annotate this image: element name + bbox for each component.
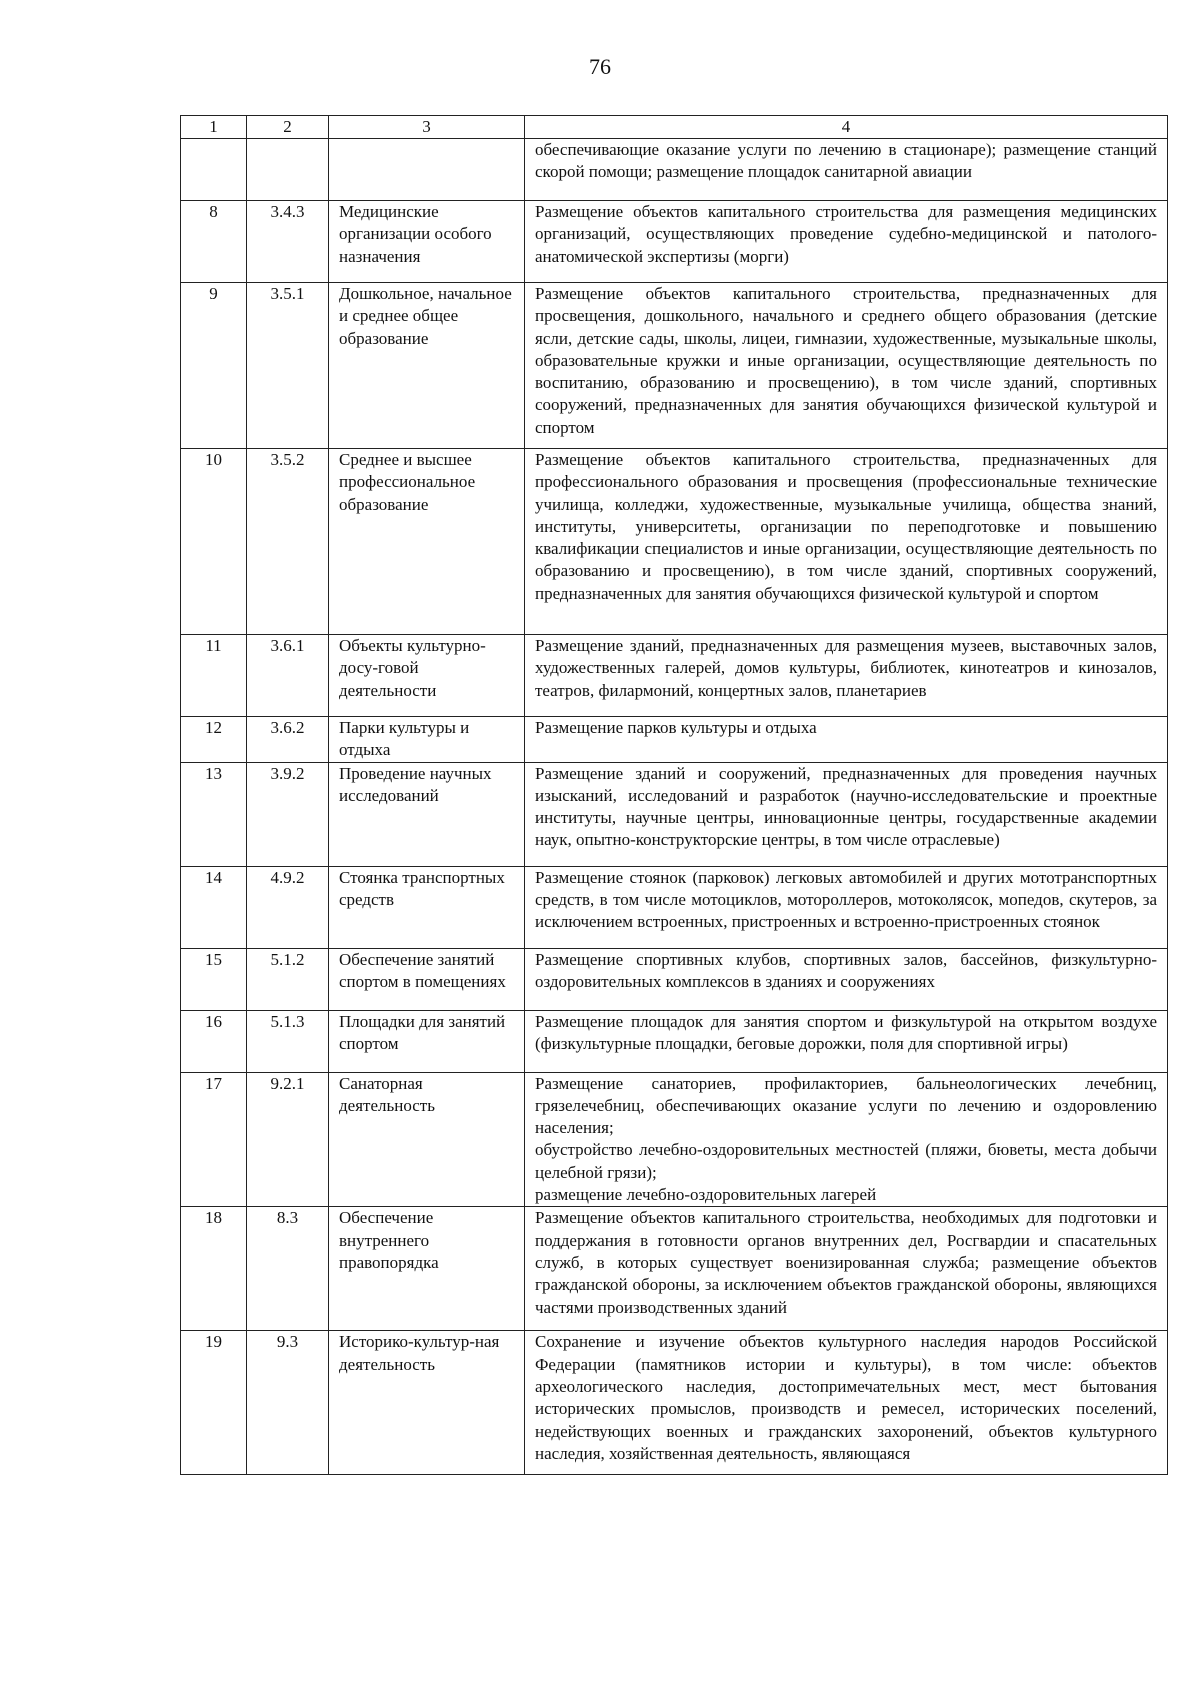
table-row <box>181 201 1168 283</box>
description-paragraph: Размещение объектов капитального строительства для размещения медицинских организаций, осуществляющих проведение судебно-медицинской и патолого-анатомической экспертизы (морги) <box>535 202 1157 266</box>
row-name-cell <box>329 139 525 201</box>
row-code-cell: 5.1.2 <box>247 948 329 1010</box>
row-code-cell <box>247 139 329 201</box>
page-number: 76 <box>589 54 611 79</box>
row-code-cell: 3.5.2 <box>247 449 329 635</box>
row-description-cell <box>525 1072 1168 1207</box>
row-name-cell: Объекты культурно-досу-говой деятельности <box>329 635 525 717</box>
description-paragraph: Размещение объектов капитального строительства, необходимых для подготовки и поддержания в готовности органов внутренних дел, Росгвардии и спасательных служб, в которых существует военизированная служба; размещение объектов гражданской обороны, за исключением объектов гражданской обороны, являющихся частями производственных зданий <box>535 1208 1157 1317</box>
row-number-cell <box>181 139 247 201</box>
description-paragraph: Размещение объектов капитального строительства, предназначенных для просвещения, дошкольного, начального и среднего общего образования (детские ясли, детские сады, школы, лицеи, гимназии, художественные, музыкальные школы, образовательные кружки и иные организации, осуществляющие деятельность по воспитанию, образованию и просвещению), в том числе зданий, спортивных сооружений, предназначенных для занятия обучающихся физической культурой и спортом <box>535 284 1157 437</box>
table-row <box>181 762 1168 866</box>
description-paragraph: размещение лечебно-оздоровительных лагерей <box>535 1185 877 1205</box>
row-name-cell: Медицинские организации особого назначения <box>329 201 525 283</box>
table-row <box>181 139 1168 201</box>
row-number-cell: 12 <box>181 717 247 763</box>
table-row <box>181 449 1168 635</box>
row-description-cell <box>525 449 1168 635</box>
row-code-cell: 8.3 <box>247 1207 329 1331</box>
table-row <box>181 635 1168 717</box>
row-number-cell: 17 <box>181 1072 247 1207</box>
row-name-cell: Обеспечение занятий спортом в помещениях <box>329 948 525 1010</box>
table-row <box>181 1207 1168 1331</box>
row-description-cell <box>525 201 1168 283</box>
row-name-cell: Стоянка транспортных средств <box>329 866 525 948</box>
row-name-cell: Среднее и высшее профессиональное образование <box>329 449 525 635</box>
description-paragraph: Размещение зданий и сооружений, предназначенных для проведения научных изысканий, исследований и разработок (научно-исследовательские и проектные институты, научные центры, инновационные центры, государственные академии наук, опытно-конструкторские центры, в том числе отраслевые) <box>535 763 1157 850</box>
header-cell-4: 4 <box>525 116 1168 139</box>
description-paragraph: Размещение парков культуры и отдыха <box>535 718 817 737</box>
row-description-cell <box>525 762 1168 866</box>
row-number-cell: 8 <box>181 201 247 283</box>
row-code-cell: 3.5.1 <box>247 283 329 449</box>
header-cell-2: 2 <box>247 116 329 139</box>
description-paragraph: Размещение санаториев, профилакториев, бальнеологических лечебниц, грязелечебниц, обеспечивающих оказание услуги по лечению и оздоровлению населения; <box>535 1073 1157 1138</box>
row-number-cell: 16 <box>181 1010 247 1072</box>
row-code-cell: 9.2.1 <box>247 1072 329 1207</box>
description-paragraph: Сохранение и изучение объектов культурного наследия народов Российской Федерации (памятников истории и культуры), в том числе: объектов археологического наследия, достопримечательных мест, мест бытования исторических промыслов, производств и ремесел, исторических поселений, недействующих военных и гражданских захоронений, объектов культурного наследия, хозяйственная деятельность, являющаяся <box>535 1332 1157 1463</box>
row-name-cell: Дошкольное, начальное и среднее общее образование <box>329 283 525 449</box>
row-code-cell: 4.9.2 <box>247 866 329 948</box>
table-row <box>181 1331 1168 1475</box>
row-name-cell: Проведение научных исследований <box>329 762 525 866</box>
row-number-cell: 11 <box>181 635 247 717</box>
table-row <box>181 283 1168 449</box>
row-description-cell <box>525 635 1168 717</box>
table-row <box>181 1072 1168 1207</box>
row-code-cell: 3.4.3 <box>247 201 329 283</box>
description-paragraph: Размещение стоянок (парковок) легковых автомобилей и других мототранспортных средств, в том числе мотоциклов, мотороллеров, мотоколясок, мопедов, скутеров, за исключением встроенных, пристроенных и встроенно-пристроенных стоянок <box>535 867 1157 932</box>
row-code-cell: 3.6.1 <box>247 635 329 717</box>
row-name-cell: Обеспечение внутреннего правопорядка <box>329 1207 525 1331</box>
header-cell-1: 1 <box>181 116 247 139</box>
row-description-cell <box>525 283 1168 449</box>
row-description-cell <box>525 1207 1168 1331</box>
row-description-cell <box>525 139 1168 201</box>
header-cell-3: 3 <box>329 116 525 139</box>
description-paragraph: Размещение объектов капитального строительства, предназначенных для профессионального образования и просвещения (профессиональные технические училища, колледжи, художественные, музыкальные училища, общества знаний, институты, университеты, организации по переподготовке и повышению квалификации специалистов и иные организации, осуществляющие деятельность по образованию и просвещению), в том числе зданий, спортивных сооружений, предназначенных для занятия обучающихся физической культурой и спортом <box>535 450 1157 603</box>
table-row <box>181 717 1168 763</box>
row-number-cell: 13 <box>181 762 247 866</box>
row-number-cell: 19 <box>181 1331 247 1475</box>
land-use-table <box>180 115 1168 1475</box>
row-description-cell <box>525 948 1168 1010</box>
row-number-cell: 18 <box>181 1207 247 1331</box>
description-paragraph: Размещение площадок для занятия спортом и физкультурой на открытом воздухе (физкультурные площадки, беговые дорожки, поля для спортивной игры) <box>535 1011 1157 1053</box>
row-description-cell <box>525 1331 1168 1475</box>
table-header-row <box>181 116 1168 139</box>
row-code-cell: 5.1.3 <box>247 1010 329 1072</box>
row-number-cell: 14 <box>181 866 247 948</box>
row-name-cell: Санаторная деятельность <box>329 1072 525 1207</box>
row-number-cell: 15 <box>181 948 247 1010</box>
row-name-cell: Историко-культур-ная деятельность <box>329 1331 525 1475</box>
table-row <box>181 866 1168 948</box>
row-description-cell <box>525 866 1168 948</box>
description-paragraph: Размещение спортивных клубов, спортивных залов, бассейнов, физкультурно-оздоровительных комплексов в зданиях и сооружениях <box>535 949 1157 991</box>
table-row <box>181 1010 1168 1072</box>
row-code-cell: 9.3 <box>247 1331 329 1475</box>
row-number-cell: 10 <box>181 449 247 635</box>
row-code-cell: 3.6.2 <box>247 717 329 763</box>
row-description-cell <box>525 1010 1168 1072</box>
table-row <box>181 948 1168 1010</box>
row-name-cell: Площадки для занятий спортом <box>329 1010 525 1072</box>
row-code-cell: 3.9.2 <box>247 762 329 866</box>
description-paragraph: обустройство лечебно-оздоровительных местностей (пляжи, бюветы, места добычи целебной грязи); <box>535 1140 1157 1182</box>
row-number-cell: 9 <box>181 283 247 449</box>
description-paragraph: обеспечивающие оказание услуги по лечению в стационаре); размещение станций скорой помощи; размещение площадок санитарной авиации <box>535 140 1157 182</box>
row-description-cell <box>525 717 1168 763</box>
row-name-cell: Парки культуры и отдыха <box>329 717 525 763</box>
description-paragraph: Размещение зданий, предназначенных для размещения музеев, выставочных залов, художественных галерей, домов культуры, библиотек, кинотеатров и кинозалов, театров, филармоний, концертных залов, планетариев <box>535 636 1157 700</box>
